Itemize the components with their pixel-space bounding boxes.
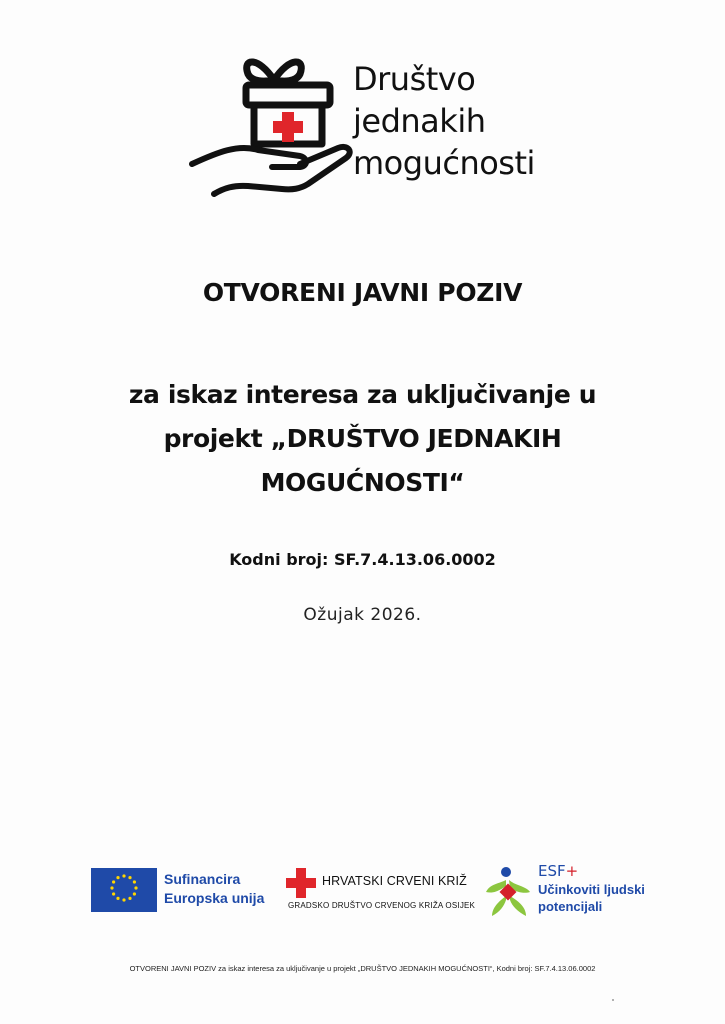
esf-people-icon	[486, 866, 532, 918]
esf-logo	[486, 862, 666, 922]
document-title: OTVORENI JAVNI POZIV	[202, 278, 523, 307]
page-footer: OTVORENI JAVNI POZIV za iskaz interesa za uključivanje u projekt „DRUŠTVO JEDNAKIH MOGUĆNOSTI“, Kodni broj: SF.7.4.13.06.0002	[129, 964, 596, 973]
eu-text	[164, 870, 264, 908]
red-cross-icon	[286, 868, 316, 898]
logo-line-2: jednakih	[353, 102, 486, 140]
document-subtitle	[60, 373, 665, 505]
hck-subtitle: GRADSKO DRUŠTVO CRVENOG KRIŽA OSIJEK	[288, 901, 476, 910]
red-cross-logo	[286, 866, 476, 916]
subtitle-line-3: MOGUĆNOSTI“	[260, 468, 465, 497]
eu-line-2: Europska unija	[164, 890, 265, 906]
eu-flag-icon	[91, 868, 157, 912]
subtitle-line-2: projekt „DRUŠTVO JEDNAKIH	[163, 424, 562, 453]
code-number: Kodni broj: SF.7.4.13.06.0002	[229, 550, 496, 569]
scan-dot	[612, 999, 614, 1001]
logo-line-1: Društvo	[353, 60, 476, 98]
logo-line-3: mogućnosti	[353, 144, 535, 182]
esf-title-text: ESF	[538, 862, 566, 880]
hck-title: HRVATSKI CRVENI KRIŽ	[322, 874, 467, 888]
gift-box-hand-icon	[188, 52, 358, 202]
esf-subtitle	[538, 881, 645, 915]
esf-plus: +	[565, 862, 579, 880]
project-logo	[188, 52, 568, 202]
esf-title	[538, 862, 578, 880]
eu-line-1: Sufinancira	[164, 871, 241, 887]
logo-wordmark	[353, 58, 535, 184]
subtitle-line-1: za iskaz interesa za uključivanje u	[128, 380, 597, 409]
document-date: Ožujak 2026.	[303, 605, 422, 625]
esf-line-1: Učinkoviti ljudski	[538, 882, 645, 897]
esf-line-2: potencijali	[538, 899, 603, 914]
eu-cofinancing-logo	[91, 868, 276, 914]
